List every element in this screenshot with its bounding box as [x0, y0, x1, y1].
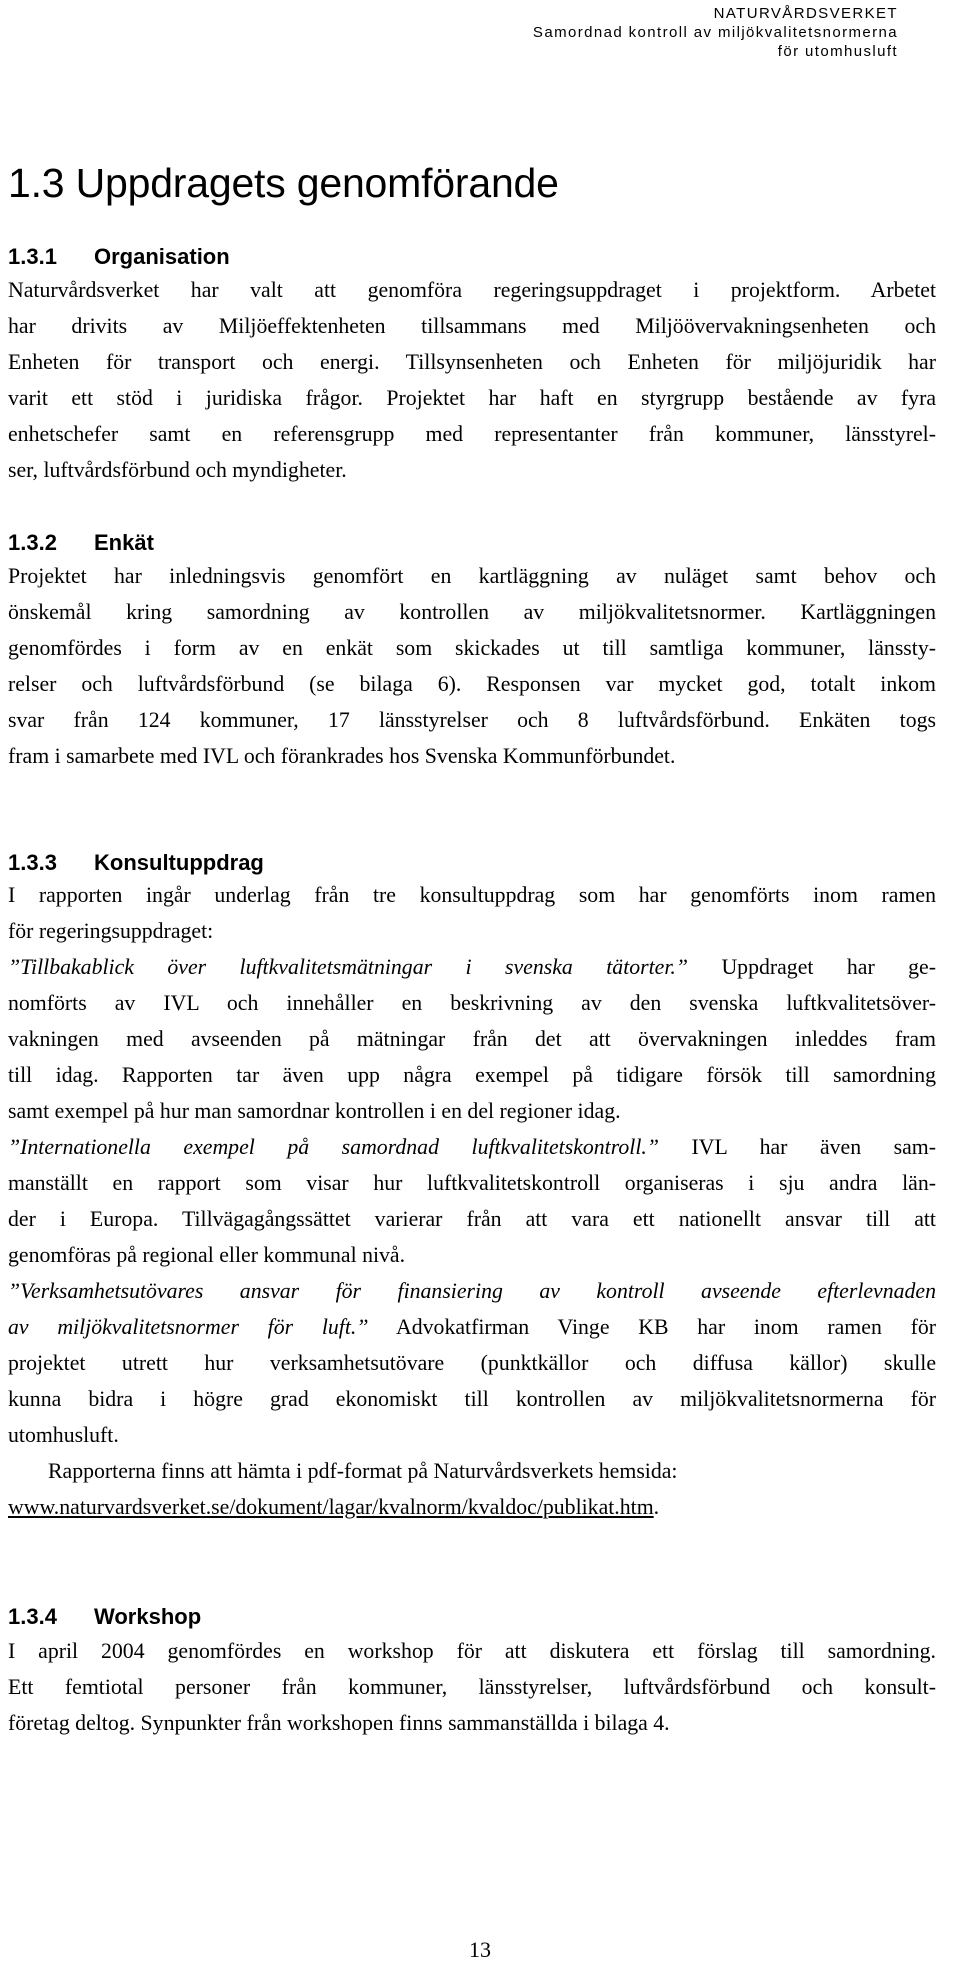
text-line: der i Europa. Tillvägagångssättet varierar från att vara ett nationellt ansvar till att: [8, 1207, 936, 1231]
text-line: genomfördes i form av en enkät som skickades ut till samtliga kommuner, länssty-: [8, 636, 936, 660]
text-fragment: Uppdraget har ge-: [688, 955, 936, 979]
text-line: utomhusluft.: [8, 1423, 119, 1447]
text-line: Enheten för transport och energi. Tillsynsenheten och Enheten för miljöjuridik har: [8, 350, 936, 374]
subsection-number: 1.3.3: [8, 850, 57, 875]
subsection-heading-enkat: [8, 530, 154, 556]
subsection-heading-konsultuppdrag: [8, 850, 264, 876]
text-line: samt exempel på hur man samordnar kontrollen i en del regioner idag.: [8, 1099, 621, 1123]
text-line: I april 2004 genomfördes en workshop för att diskutera ett förslag till samordning.: [8, 1639, 936, 1663]
text-line: Rapporterna finns att hämta i pdf-format på Naturvårdsverkets hemsida:: [48, 1459, 678, 1483]
text-line: [8, 1129, 936, 1165]
header-agency: NATURVÅRDSVERKET: [713, 5, 898, 22]
text-line: I rapporten ingår underlag från tre konsultuppdrag som har genomförts inom ramen: [8, 883, 936, 907]
text-line: [8, 949, 936, 985]
text-line: till idag. Rapporten tar även upp några exempel på tidigare försök till samordning: [8, 1063, 936, 1087]
paragraph-enkat: [8, 558, 936, 774]
subsection-number: 1.3.1: [8, 244, 57, 269]
text-line: manställt en rapport som visar hur luftkvalitetskontroll organiseras i sju andra län-: [8, 1171, 936, 1195]
text-line: Ett femtiotal personer från kommuner, länsstyrelser, luftvårdsförbund och konsult-: [8, 1675, 936, 1699]
text-fragment: Advokatfirman Vinge KB har inom ramen för: [368, 1315, 936, 1339]
text-line: enhetschefer samt en referensgrupp med representanter från kommuner, länsstyrel-: [8, 422, 936, 446]
subsection-title: Konsultuppdrag: [94, 850, 264, 875]
text-line: Projektet har inledningsvis genomfört en kartläggning av nuläget samt behov och: [8, 564, 936, 588]
text-line: ser, luftvårdsförbund och myndigheter.: [8, 458, 347, 482]
report-title-2: ”Internationella exempel på samordnad luftkvalitetskontroll.”: [8, 1135, 659, 1159]
text-line: företag deltog. Synpunkter från workshopen finns sammanställda i bilaga 4.: [8, 1711, 670, 1735]
paragraph-workshop: [8, 1633, 936, 1741]
text-line: för regeringsuppdraget:: [8, 919, 214, 943]
text-line: varit ett stöd i juridiska frågor. Projektet har haft en styrgrupp bestående av fyra: [8, 386, 936, 410]
report-title-3-end: av miljökvalitetsnormer för luft.”: [8, 1315, 369, 1339]
subsection-number: 1.3.4: [8, 1604, 57, 1629]
report-title-3: ”Verksamhetsutövares ansvar för finansiering av kontroll avseende efterlevnaden: [8, 1279, 936, 1303]
subsection-title: Workshop: [94, 1604, 202, 1629]
text-line: projektet utrett hur verksamhetsutövare (punktkällor och diffusa källor) skulle: [8, 1351, 936, 1375]
report-title-1: ”Tillbakablick över luftkvalitetsmätningar i svenska tätorter.”: [8, 955, 688, 979]
running-header: [533, 4, 898, 61]
website-link[interactable]: www.naturvardsverket.se/dokument/lagar/kvalnorm/kvaldoc/publikat.htm: [8, 1495, 654, 1519]
text-line: vakningen med avseenden på mätningar från det att övervakningen inleddes fram: [8, 1027, 936, 1051]
header-report-subtitle: för utomhusluft: [777, 43, 898, 60]
text-line: [8, 1309, 936, 1345]
subsection-heading-workshop: [8, 1604, 201, 1630]
text-fragment: IVL har även sam-: [659, 1135, 937, 1159]
subsection-title: Organisation: [94, 244, 230, 269]
paragraph-organisation: [8, 272, 936, 488]
page-number: 13: [469, 1937, 491, 1962]
text-line: relser och luftvårdsförbund (se bilaga 6). Responsen var mycket god, totalt inkom: [8, 672, 936, 696]
header-report-title: Samordnad kontroll av miljökvalitetsnormerna: [532, 24, 898, 41]
text-fragment: .: [653, 1495, 660, 1519]
text-line: fram i samarbete med IVL och förankrades hos Svenska Kommunförbundet.: [8, 744, 676, 768]
text-line: önskemål kring samordning av kontrollen av miljökvalitetsnormer. Kartläggningen: [8, 600, 936, 624]
text-line: Naturvårdsverket har valt att genomföra regeringsuppdraget i projektform. Arbetet: [8, 278, 936, 302]
text-line: svar från 124 kommuner, 17 länsstyrelser och 8 luftvårdsförbund. Enkäten togs: [8, 708, 936, 732]
subsection-title: Enkät: [94, 530, 154, 555]
text-line: nomförts av IVL och innehåller en beskrivning av den svenska luftkvalitetsöver-: [8, 991, 936, 1015]
text-line: genomföras på regional eller kommunal nivå.: [8, 1243, 406, 1267]
text-line: [8, 1489, 936, 1525]
text-line: kunna bidra i högre grad ekonomiskt till kontrollen av miljökvalitetsnormerna för: [8, 1387, 936, 1411]
subsection-heading-organisation: [8, 244, 230, 270]
text-line: har drivits av Miljöeffektenheten tillsammans med Miljöövervakningsenheten och: [8, 314, 936, 338]
paragraph-konsultuppdrag: [8, 877, 936, 1525]
section-title: 1.3 Uppdragets genomförande: [8, 160, 559, 206]
subsection-number: 1.3.2: [8, 530, 57, 555]
